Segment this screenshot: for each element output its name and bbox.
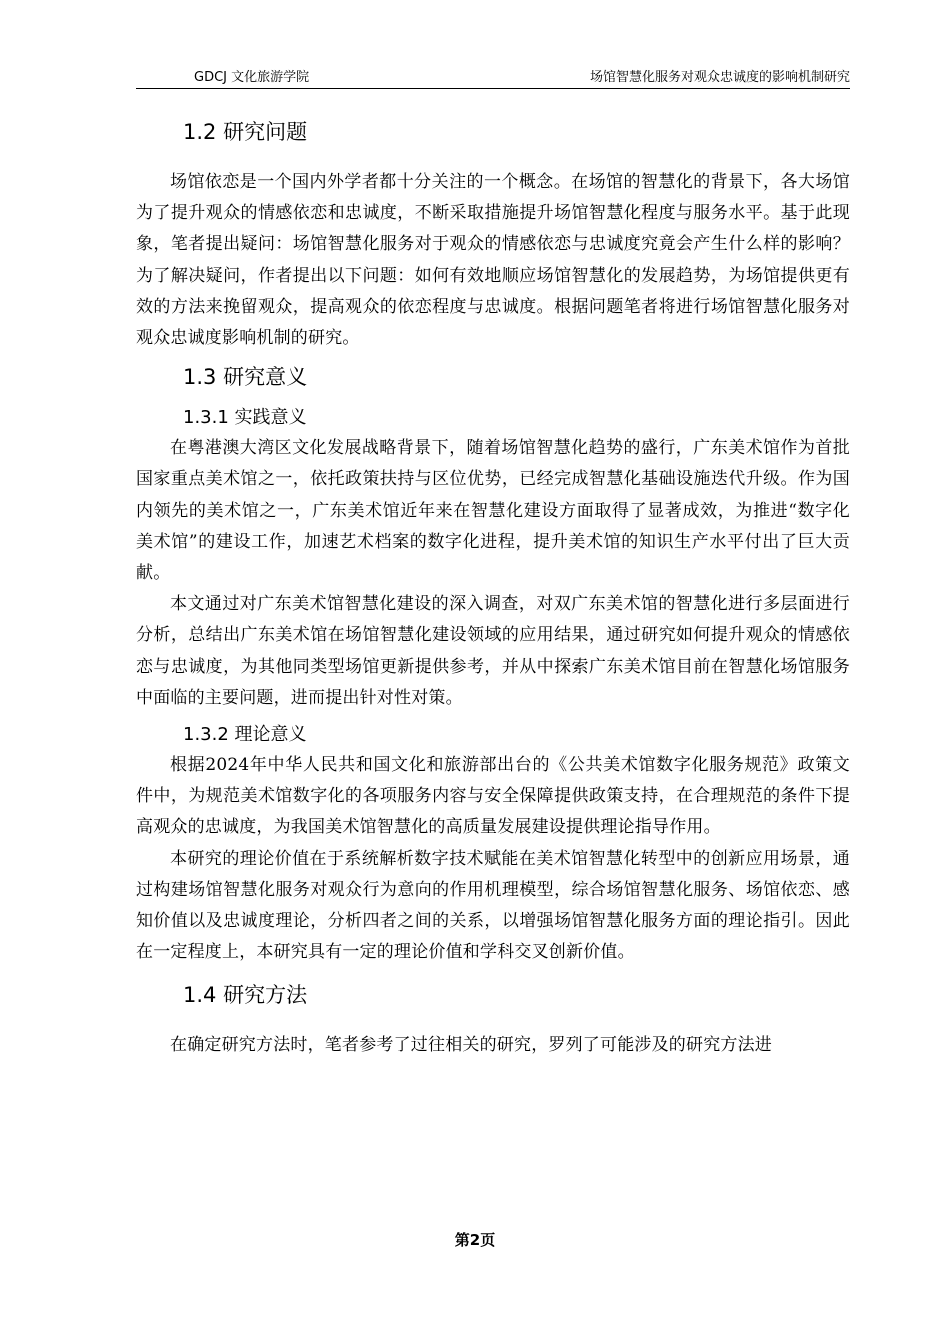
paragraph: 在粤港澳大湾区文化发展战略背景下，随着场馆智慧化趋势的盛行，广东美术馆作为首批国家重点美术馆之一，依托政策扶持与区位优势，已经完成智慧化基础设施迭代升级。作为国内领先的美术馆之一，广东美术馆近年来在智慧化建设方面取得了显著成效，为推进“数字化美术馆”的建设工作，加速艺术档案的数字化进程，提升美术馆的知识生产水平付出了巨大贡献。 xyxy=(136,438,850,584)
paragraph: 本文通过对广东美术馆智慧化建设的深入调查，对双广东美术馆的智慧化进行多层面进行分析，总结出广东美术馆在场馆智慧化建设领域的应用结果，通过研究如何提升观众的情感依恋与忠诚度，为其他同类型场馆更新提供参考，并从中探索广东美术馆目前在智慧化场馆服务中面临的主要问题，进而提出针对性对策。 xyxy=(136,594,850,708)
section-heading-1-4: 1.4 研究方法 xyxy=(183,983,308,1008)
paragraph: 场馆依恋是一个国内外学者都十分关注的一个概念。在场馆的智慧化的背景下，各大场馆为了提升观众的情感依恋和忠诚度，不断采取措施提升场馆智慧化程度与服务水平。基于此现象，笔者提出疑问：场馆智慧化服务对于观众的情感依恋与忠诚度究竟会产生什么样的影响？为了解决疑问，作者提出以下问题：如何有效地顺应场馆智慧化的发展趋势，为场馆提供更有效的方法来挽留观众，提高观众的依恋程度与忠诚度。根据问题笔者将进行场馆智慧化服务对观众忠诚度影响机制的研究。 xyxy=(136,172,850,349)
paragraph: 本研究的理论价值在于系统解析数字技术赋能在美术馆智慧化转型中的创新应用场景，通过构建场馆智慧化服务对观众行为意向的作用机理模型，综合场馆智慧化服务、场馆依恋、感知价值以及忠诚度理论，分析四者之间的关系，以增强场馆智慧化服务方面的理论指引。因此在一定程度上，本研究具有一定的理论价值和学科交叉创新价值。 xyxy=(136,848,850,963)
section-heading-1-3: 1.3 研究意义 xyxy=(183,365,308,390)
header-paper-title: 场馆智慧化服务对观众忠诚度的影响机制研究 xyxy=(589,70,850,85)
header-institution: GDCJ 文化旅游学院 xyxy=(194,70,310,85)
subsection-heading-1-3-1: 1.3.1 实践意义 xyxy=(183,407,307,429)
page-number: 第2页 xyxy=(454,1231,496,1249)
subsection-heading-1-3-2: 1.3.2 理论意义 xyxy=(183,724,307,746)
page-body xyxy=(136,115,850,1062)
page-header xyxy=(136,66,850,89)
paragraph: 在确定研究方法时，笔者参考了过往相关的研究，罗列了可能涉及的研究方法进 xyxy=(170,1035,772,1056)
section-heading-1-2: 1.2 研究问题 xyxy=(183,120,308,144)
paragraph: 根据2024年中华人民共和国文化和旅游部出台的《公共美术馆数字化服务规范》政策文件中，为规范美术馆数字化的各项服务内容与安全保障提供政策支持，在合理规范的条件下提高观众的忠诚度，为我国美术馆智慧化的高质量发展建设提供理论指导作用。 xyxy=(136,755,850,838)
